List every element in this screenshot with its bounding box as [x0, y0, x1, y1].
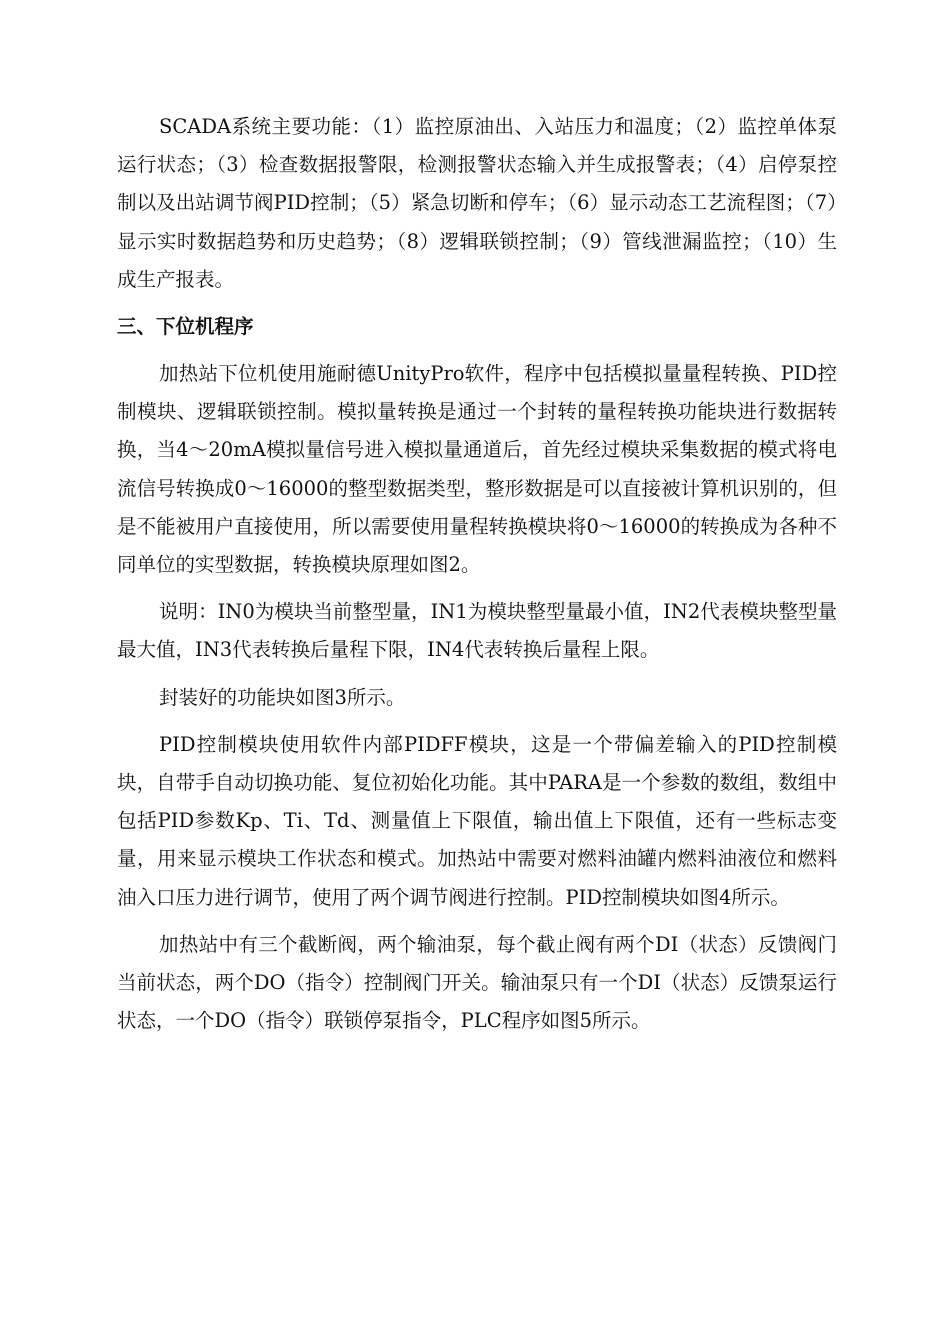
paragraph-scada-functions: SCADA系统主要功能：（1）监控原油出、入站压力和温度；（2）监控单体泵运行状态；（3）检查数据报警限，检测报警状态输入并生成报警表；（4）启停泵控制以及出站调节阀PID控制；（5）紧急切断和停车；（6）显示动态工艺流程图；（7）显示实时数据趋势和历史趋势；（8）逻辑联锁控制；（9）管线泄漏监控；（10）生成生产报表。 [117, 115, 837, 291]
paragraph-pid-control: PID控制模块使用软件内部PIDFF模块，这是一个带偏差输入的PID控制模块，自带手自动切换功能、复位初始化功能。其中PARA是一个参数的数组，数组中包括PID参数Kp、Ti、Td、测量值上下限值，输出值上下限值，还有一些标志变量，用来显示模块工作状态和模式。加热站中需要对燃料油罐内燃料油液位和燃料油入口压力进行调节，使用了两个调节阀进行控制。PID控制模块如图4所示。 [117, 732, 837, 909]
document-page [117, 108, 837, 1049]
section-heading: 三、下位机程序 [117, 315, 254, 339]
paragraph-valves-pumps: 加热站中有三个截断阀，两个输油泵，每个截止阀有两个DI（状态）反馈阀门当前状态，两个DO（指令）控制阀门开关。输油泵只有一个DI（状态）反馈泵运行状态，一个DO（指令）联锁停泵指令，PLC程序如图5所示。 [117, 932, 837, 1033]
paragraph-input-description: 说明：IN0为模块当前整型量，IN1为模块整型量最小值，IN2代表模块整型量最大值，IN3代表转换后量程下限，IN4代表转换后量程上限。 [117, 600, 837, 662]
paragraph-lower-computer-program: 加热站下位机使用施耐德UnityPro软件，程序中包括模拟量量程转换、PID控制模块、逻辑联锁控制。模拟量转换是通过一个封转的量程转换功能块进行数据转换，当4～20mA模拟量信号进入模拟量通道后，首先经过模块采集数据的模式将电流信号转换成0～16000的整型数据类型，整形数据是可以直接被计算机识别的，但是不能被用户直接使用，所以需要使用量程转换模块将0～16000的转换成为各种不同单位的实型数据，转换模块原理如图2。 [117, 362, 837, 577]
paragraph-function-block: 封装好的功能块如图3所示。 [159, 685, 406, 709]
